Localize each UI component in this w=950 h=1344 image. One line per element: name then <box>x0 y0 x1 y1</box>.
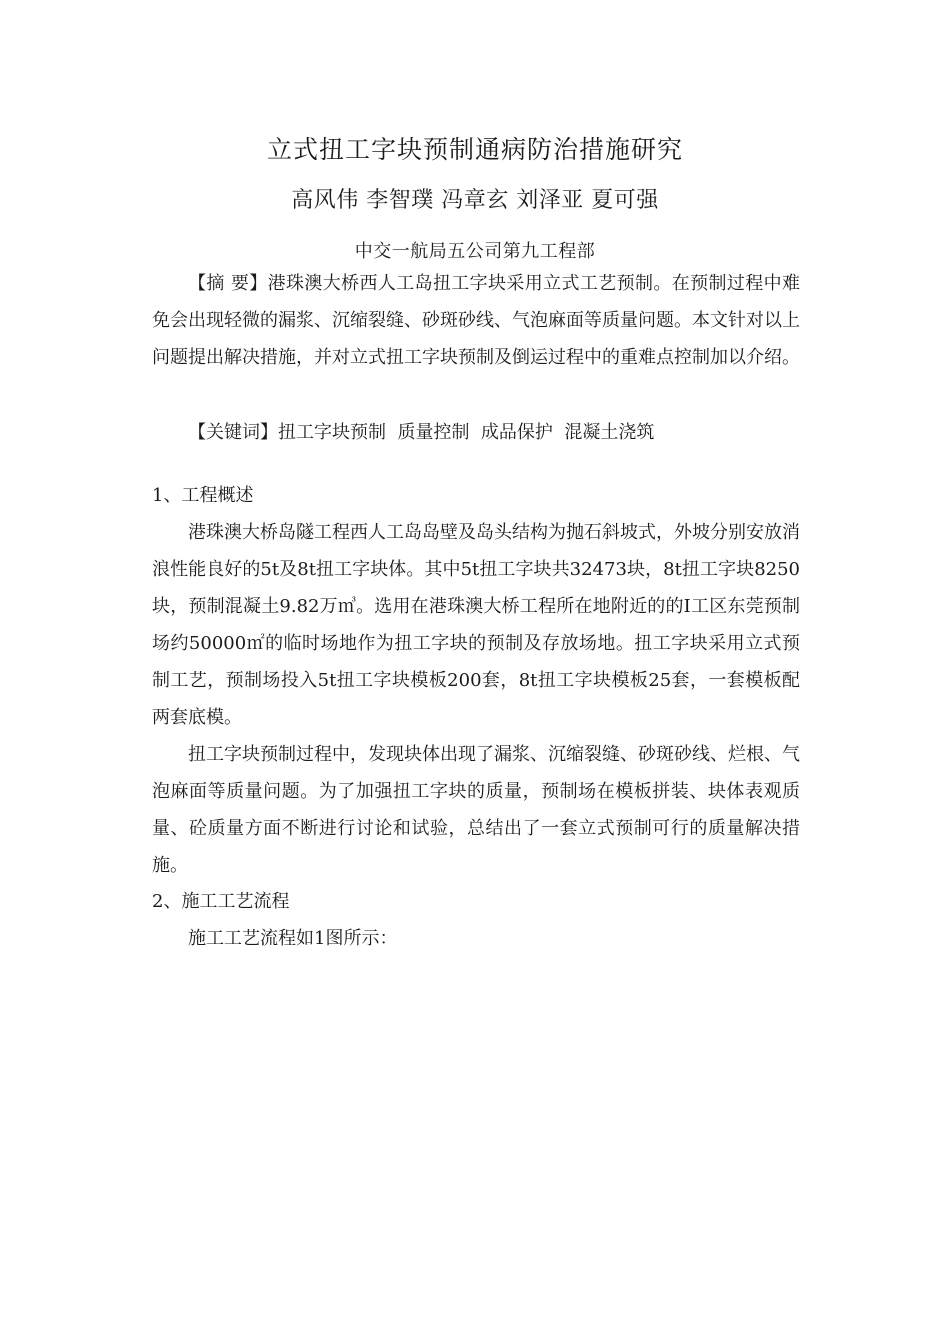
section-1-paragraph-2: 扭工字块预制过程中，发现块体出现了漏浆、沉缩裂缝、砂斑砂线、烂根、气泡麻面等质量问题。为了加强扭工字块的质量，预制场在模板拼装、块体表观质量、砼质量方面不断进行讨论和试验，总结出了一套立式预制可行的质量解决措施。 <box>152 744 800 876</box>
section-2-heading: 2、施工工艺流程 <box>152 891 290 912</box>
abstract <box>152 265 800 376</box>
keywords <box>152 414 800 451</box>
keywords-text: 扭工字块预制 质量控制 成品保护 混凝土浇筑 <box>278 422 655 443</box>
paper-title: 立式扭工字块预制通病防治措施研究 <box>266 135 683 164</box>
section-1-heading: 1、工程概述 <box>152 485 254 506</box>
abstract-text: 港珠澳大桥西人工岛扭工字块采用立式工艺预制。在预制过程中难免会出现轻微的漏浆、沉缩裂缝、砂斑砂线、气泡麻面等质量问题。本文针对以上问题提出解决措施，并对立式扭工字块预制及倒运过程中的重难点控制加以介绍。 <box>152 273 800 368</box>
section-2-paragraph-1: 施工工艺流程如1图所示： <box>188 928 398 949</box>
section-1-paragraph-1: 港珠澳大桥岛隧工程西人工岛岛壁及岛头结构为抛石斜坡式，外坡分别安放消浪性能良好的5t及8t扭工字块体。其中5t扭工字块共32473块，8t扭工字块8250块，预制混凝土9.82万㎥。选用在港珠澳大桥工程所在地附近的的Ⅰ工区东莞预制场约50000㎡的临时场地作为扭工字块的预制及存放场地。扭工字块采用立式预制工艺，预制场投入5t扭工字块模板200套，8t扭工字块模板25套，一套模板配两套底模。 <box>152 522 800 728</box>
author-list: 高风伟 李智璞 冯章玄 刘泽亚 夏可强 <box>291 188 659 213</box>
affiliation: 中交一航局五公司第九工程部 <box>354 241 596 262</box>
abstract-label: 【摘 要】 <box>188 273 268 294</box>
keywords-label: 【关键词】 <box>188 422 278 443</box>
